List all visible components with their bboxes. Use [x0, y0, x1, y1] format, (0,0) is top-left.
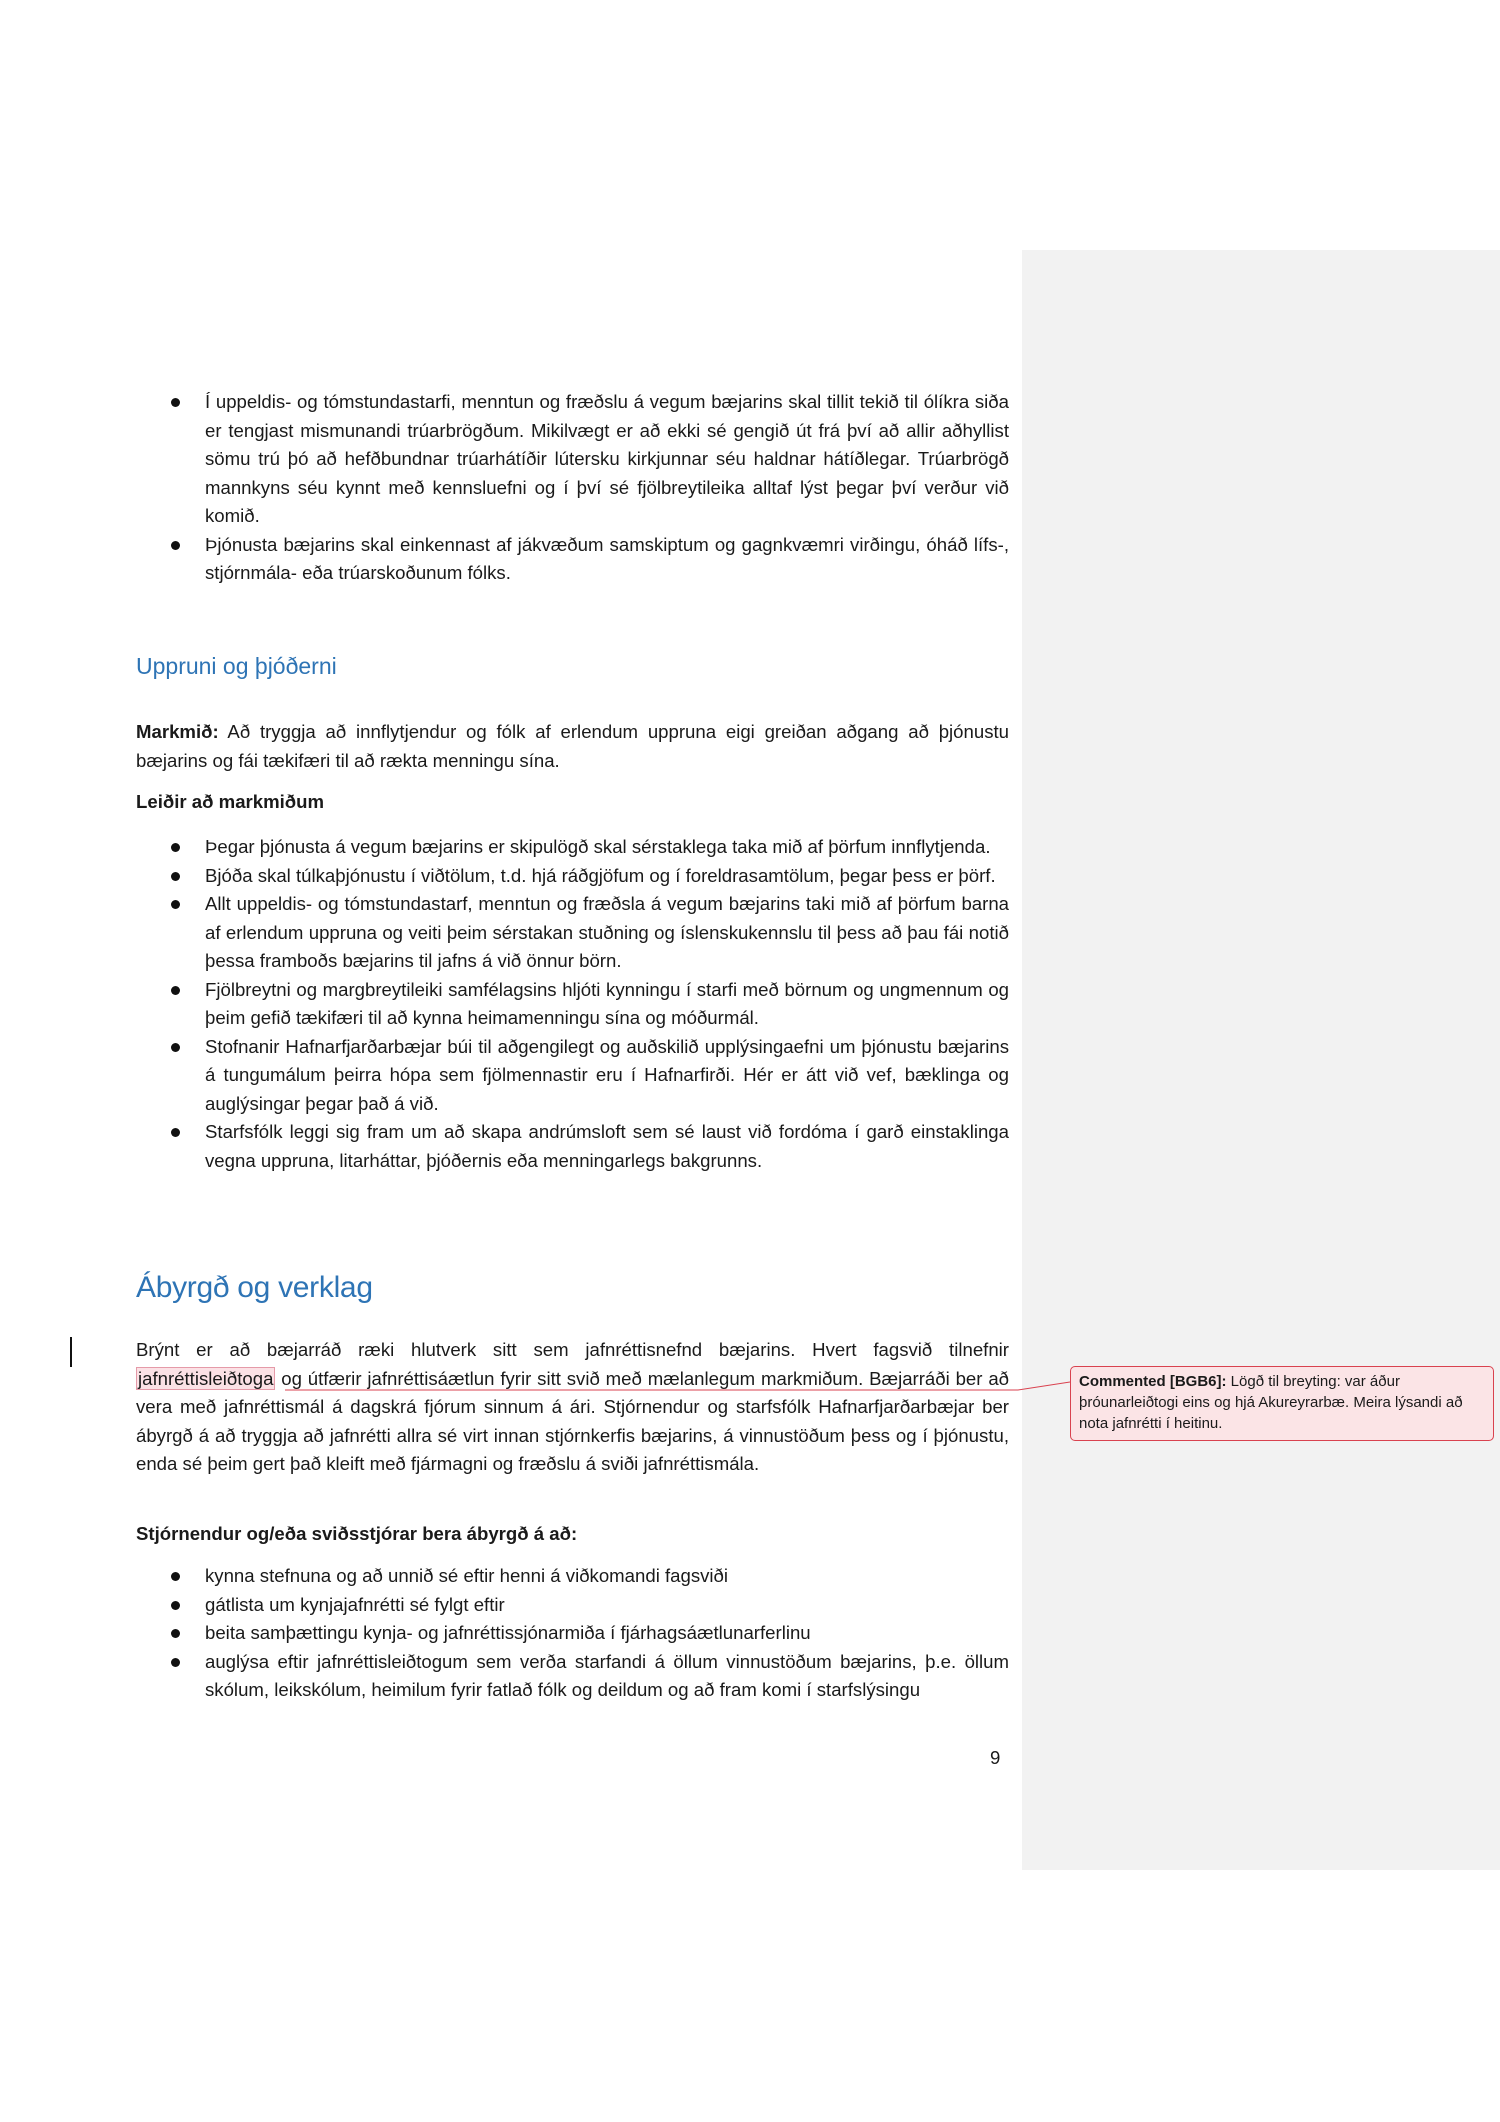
- goal-text: Að tryggja að innflytjendur og fólk af erlendum uppruna eigi greiðan aðgang að þjónustu bæjarins og fái tækifæri til að rækta menningu sína.: [136, 721, 1009, 771]
- bullet-icon: [171, 1658, 180, 1667]
- page-number: 9: [990, 1747, 1001, 1768]
- intro-bullet-list: [136, 388, 1009, 588]
- section-heading-responsibility: Ábyrgð og verklag: [136, 1271, 373, 1304]
- list-item: Í uppeldis- og tómstundastarfi, menntun og fræðslu á vegum bæjarins skal tillit tekið til ólíkra siða er tengjast mismunandi trúarbrögðum. Mikilvægt er að ekki sé gengið út frá því að allir aðhyllist sömu trú þó að hefðbundnar trúarhátíðir lútersku kirkjunnar séu haldnar hátíðlegar. Trúarbrögð mannkyns séu kynnt með kennsluefni og í því sé fjölbreytileika alltaf lýst þegar því verður við komið.: [136, 388, 1009, 531]
- list-item: Stofnanir Hafnarfjarðarbæjar búi til aðgengilegt og auðskilið upplýsingaefni um þjónustu bæjarins á tungumálum þeirra hópa sem fjölmennastir eru í Hafnarfirði. Hér er átt við vef, bæklinga og auglýsingar þegar það á við.: [136, 1033, 1009, 1119]
- list-item: auglýsa eftir jafnréttisleiðtogum sem verða starfandi á öllum vinnustöðum bæjarins, þ.e. öllum skólum, leikskólum, heimilum fyrir fatlað fólk og deildum og að fram komi í starfslýsingu: [136, 1648, 1009, 1705]
- list-item: Fjölbreytni og margbreytileiki samfélagsins hljóti kynningu í starfi með börnum og ungmennum og þeim gefið tækifæri til að kynna heimamenningu sína og móðurmál.: [136, 976, 1009, 1033]
- origin-bullet-list: [136, 833, 1009, 1175]
- responsibility-paragraph: Brýnt er að bæjarráð ræki hlutverk sitt sem jafnréttisnefnd bæjarins. Hvert fagsvið tilnefnir jafnréttisleiðtoga og útfærir jafnréttisáætlun fyrir sitt svið með mælanlegum markmiðum. Bæjarráði ber að vera með jafnréttismál á dagskrá fjórum sinnum á ári. Stjórnendur og starfsfólk Hafnarfjarðarbæjar ber ábyrgð á að tryggja að jafnrétti allra sé virt innan stjórnkerfis bæjarins, á vinnustöðum þess og í þjónustu, enda sé þeim gert það kleift með fjármagni og fræðslu á sviði jafnréttismála.: [136, 1339, 1009, 1474]
- managers-subheading: Stjórnendur og/eða sviðsstjórar bera ábyrgð á að:: [136, 1523, 578, 1544]
- section-heading-origin: Uppruni og þjóðerni: [136, 653, 337, 679]
- list-item: Bjóða skal túlkaþjónustu í viðtölum, t.d. hjá ráðgjöfum og í foreldrasamtölum, þegar þess er þörf.: [136, 862, 1009, 891]
- list-item: Þjónusta bæjarins skal einkennast af jákvæðum samskiptum og gagnkvæmri virðingu, óháð lífs-, stjórnmála- eða trúarskoðunum fólks.: [136, 531, 1009, 588]
- ways-subheading: Leiðir að markmiðum: [136, 791, 325, 812]
- bullet-icon: [171, 986, 180, 995]
- bullet-icon: [171, 1128, 180, 1137]
- bullet-icon: [171, 1601, 180, 1610]
- list-item: Þegar þjónusta á vegum bæjarins er skipulögð skal sérstaklega taka mið af þörfum innflytjenda.: [136, 833, 1009, 862]
- bullet-icon: [171, 398, 180, 407]
- goal-paragraph: [136, 718, 1009, 775]
- goal-label: Markmið:: [136, 721, 219, 742]
- comment-label: Commented [BGB6]:: [1079, 1373, 1227, 1390]
- bullet-icon: [171, 1629, 180, 1638]
- list-item: Starfsfólk leggi sig fram um að skapa andrúmsloft sem sé laust við fordóma í garð einstaklinga vegna uppruna, litarháttar, þjóðernis eða menningarlegs bakgrunns.: [136, 1118, 1009, 1175]
- comment-balloon[interactable]: [1070, 1366, 1494, 1441]
- bullet-icon: [171, 872, 180, 881]
- bullet-icon: [171, 843, 180, 852]
- comment-pane: [1022, 250, 1500, 1870]
- list-item: beita samþættingu kynja- og jafnréttissjónarmiða í fjárhagsáætlunarferlinu: [136, 1619, 1009, 1648]
- bullet-icon: [171, 1572, 180, 1581]
- list-item: gátlista um kynjajafnrétti sé fylgt eftir: [136, 1591, 1009, 1620]
- comment-text: Lögð til breyting: var áður þróunarleiðtogi eins og hjá Akureyrarbæ. Meira lýsandi að nota jafnrétti í heitinu.: [1079, 1373, 1463, 1432]
- bullet-icon: [171, 541, 180, 550]
- text-cursor: [70, 1337, 72, 1367]
- list-item: Allt uppeldis- og tómstundastarf, menntun og fræðsla á vegum bæjarins taki mið af þörfum barna af erlendum uppruna og veiti þeim sérstakan stuðning og íslenskukennslu til þess að þau fái notið þessa framboðs bæjarins til jafns á við önnur börn.: [136, 890, 1009, 976]
- comment-anchor-highlight[interactable]: jafnréttisleiðtoga: [138, 1367, 274, 1389]
- list-item: kynna stefnuna og að unnið sé eftir henni á viðkomandi fagsviði: [136, 1562, 1009, 1591]
- managers-bullet-list: [136, 1562, 1009, 1705]
- bullet-icon: [171, 900, 180, 909]
- bullet-icon: [171, 1043, 180, 1052]
